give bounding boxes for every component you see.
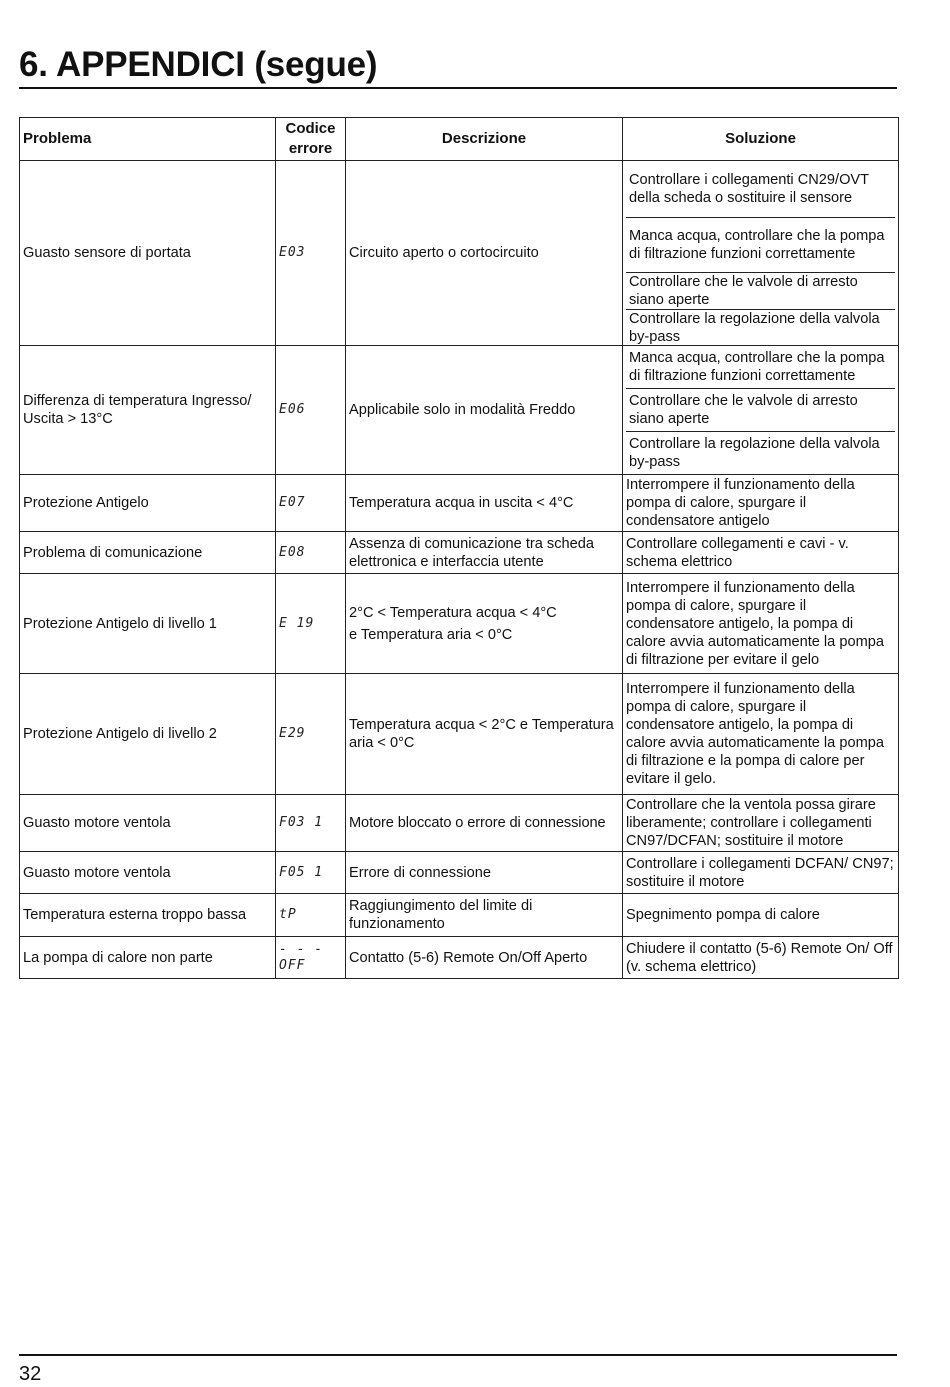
solution-item: Controllare la regolazione della valvola by-pass: [626, 431, 895, 474]
table-row: [20, 574, 899, 674]
description-cell: Motore bloccato o errore di connessione: [346, 795, 623, 852]
description-cell: Errore di connessione: [346, 852, 623, 894]
problem-cell: Protezione Antigelo di livello 2: [20, 674, 276, 795]
page-number: 32: [19, 1363, 42, 1385]
solution-cell: Interrompere il funzionamento della pompa di calore, spurgare il condensatore antigelo, la pompa di calore avvia automaticamente la pompa di filtrazione per evitare il gelo: [623, 574, 899, 674]
solution-cell: [623, 346, 899, 475]
error-code: E29: [276, 674, 346, 795]
solution-cell: Controllare i collegamenti DCFAN/ CN97; sostituire il motore: [623, 852, 899, 894]
error-code: E06: [276, 346, 346, 475]
solution-cell: Spegnimento pompa di calore: [623, 894, 899, 937]
solution-cell: Interrompere il funzionamento della pompa di calore, spurgare il condensatore antigelo, la pompa di calore avvia automaticamente la pompa di filtrazione e la pompa di calore per evitare il gelo.: [623, 674, 899, 795]
description-cell: Raggiungimento del limite di funzionamento: [346, 894, 623, 937]
problem-cell: Protezione Antigelo di livello 1: [20, 574, 276, 674]
error-code: tP: [276, 894, 346, 937]
solution-item: Controllare che le valvole di arresto siano aperte: [626, 272, 895, 309]
error-code: E03: [276, 161, 346, 346]
description-cell: Assenza di comunicazione tra scheda elettronica e interfaccia utente: [346, 532, 623, 574]
problem-cell: Differenza di temperatura Ingresso/ Uscita > 13°C: [20, 346, 276, 475]
table-header-row: [20, 118, 899, 161]
table-row: [20, 937, 899, 979]
description-cell: Circuito aperto o cortocircuito: [346, 161, 623, 346]
solution-item: Controllare che le valvole di arresto siano aperte: [626, 388, 895, 431]
solution-item: Controllare la regolazione della valvola by-pass: [626, 309, 895, 345]
solution-item: Manca acqua, controllare che la pompa di filtrazione funzioni correttamente: [629, 350, 885, 384]
table-row: [20, 894, 899, 937]
solution-cell: Controllare collegamenti e cavi - v. schema elettrico: [623, 532, 899, 574]
table-row: [20, 346, 899, 475]
problem-cell: Temperatura esterna troppo bassa: [20, 894, 276, 937]
table-row: [20, 795, 899, 852]
solution-item: Controllare i collegamenti CN29/OVT della scheda o sostituire il sensore: [629, 172, 869, 206]
error-code: F05 1: [276, 852, 346, 894]
problem-cell: La pompa di calore non parte: [20, 937, 276, 979]
description-cell: Contatto (5-6) Remote On/Off Aperto: [346, 937, 623, 979]
table-row: [20, 532, 899, 574]
solution-cell: [623, 161, 899, 346]
description-cell: Temperatura acqua in uscita < 4°C: [346, 475, 623, 532]
column-header-error-code-text: Codice errore: [285, 120, 336, 157]
problem-cell: Guasto sensore di portata: [20, 161, 276, 346]
error-code-line: OFF: [279, 957, 306, 973]
footer-divider: [19, 1354, 897, 1356]
column-header-problem: Problema: [20, 118, 276, 161]
description-cell: Applicabile solo in modalità Freddo: [346, 346, 623, 475]
solution-cell: Interrompere il funzionamento della pompa di calore, spurgare il condensatore antigelo: [623, 475, 899, 532]
page-title: 6. APPENDICI (segue): [19, 45, 378, 84]
problem-cell: Protezione Antigelo: [20, 475, 276, 532]
column-header-solution: Soluzione: [623, 118, 899, 161]
error-code: E 19: [276, 574, 346, 674]
error-code-line: - - -: [279, 941, 324, 957]
problem-cell: Problema di comunicazione: [20, 532, 276, 574]
table-row: [20, 475, 899, 532]
error-code: E08: [276, 532, 346, 574]
column-header-error-code: [276, 118, 346, 161]
description-line: e Temperatura aria < 0°C: [349, 626, 513, 643]
problem-cell: Guasto motore ventola: [20, 852, 276, 894]
table-row: [20, 161, 899, 346]
table-row: [20, 852, 899, 894]
error-code: E07: [276, 475, 346, 532]
column-header-description: Descrizione: [346, 118, 623, 161]
troubleshooting-table: [19, 117, 899, 979]
error-code: F03 1: [276, 795, 346, 852]
solution-item: Manca acqua, controllare che la pompa di filtrazione funzioni correttamente: [626, 217, 895, 272]
solution-cell: Chiudere il contatto (5-6) Remote On/ Off (v. schema elettrico): [623, 937, 899, 979]
solution-cell: Controllare che la ventola possa girare liberamente; controllare i collegamenti CN97/DCFAN; sostituire il motore: [623, 795, 899, 852]
description-cell: Temperatura acqua < 2°C e Temperatura aria < 0°C: [346, 674, 623, 795]
description-cell: [346, 574, 623, 674]
title-divider: [19, 87, 897, 89]
table-row: [20, 674, 899, 795]
error-code: [276, 937, 346, 979]
problem-cell: Guasto motore ventola: [20, 795, 276, 852]
description-line: 2°C < Temperatura acqua < 4°C: [349, 604, 557, 621]
